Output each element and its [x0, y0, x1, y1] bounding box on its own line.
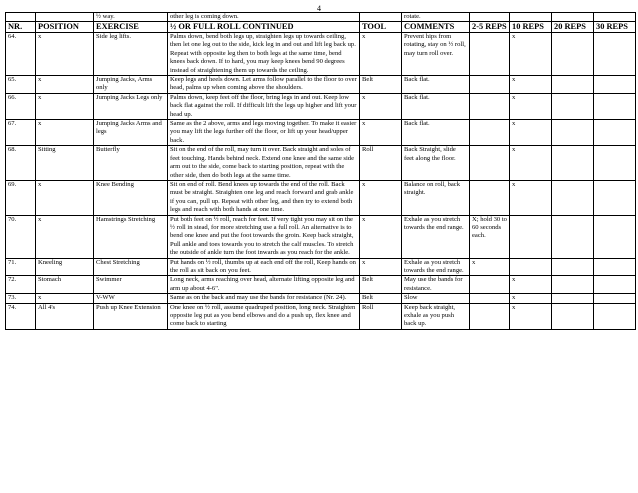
cell-r20 [552, 303, 594, 329]
table-row [6, 146, 636, 181]
header-r25: 2-5 REPS [470, 22, 510, 33]
cell-nr: 74. [6, 303, 36, 329]
header-row [6, 22, 636, 33]
cell-position: x [36, 294, 94, 303]
cell-position: x [36, 180, 94, 215]
cell-exercise: Side leg lifts. [94, 33, 168, 76]
cell-comments: May use the bands for resistance. [402, 276, 470, 294]
cell-tool: Belt [360, 294, 402, 303]
cell-exercise: V-WW [94, 294, 168, 303]
cell-position: x [36, 215, 94, 258]
cell-r30 [594, 146, 636, 181]
cell-exercise: Butterfly [94, 146, 168, 181]
cell-r25 [470, 93, 510, 119]
cell-r25 [470, 294, 510, 303]
cell-r20 [552, 180, 594, 215]
cell-r25 [470, 76, 510, 94]
cell-r10: x [510, 294, 552, 303]
cell-exercise: Jumping Jacks Arms and legs [94, 120, 168, 146]
cell-description: Palms down, bend both legs up, straighten legs up towards ceiling, then let one leg out to the side, kick leg in and out and lift leg back up. Repeat with opposite leg then to both legs at the same time, bend knees back down. If to hard, you may keep knees bend 90 degrees instead of straightening them up towards the ceiling. [168, 33, 360, 76]
cell-r30 [594, 276, 636, 294]
cell-r25: x [470, 258, 510, 276]
cell-nr: 66. [6, 93, 36, 119]
cell-r20 [552, 120, 594, 146]
header-exercise: EXERCISE [94, 22, 168, 33]
cell-r25 [470, 120, 510, 146]
cell-tool [360, 13, 402, 22]
cell-comments: Back Straight, slide feet along the floor. [402, 146, 470, 181]
table-row [6, 294, 636, 303]
cell-r10: x [510, 93, 552, 119]
cell-tool: x [360, 180, 402, 215]
cell-r30 [594, 120, 636, 146]
cell-comments: Back flat. [402, 93, 470, 119]
cell-r30 [594, 33, 636, 76]
cell-position: Stomach [36, 276, 94, 294]
continuation-row [6, 13, 636, 22]
cell-comments: Exhale as you stretch towards the end range. [402, 258, 470, 276]
cell-description: Same as the 2 above, arms and legs moving together. To make it easier you may lift the legs further off the floor, or lift up your head/upper back. [168, 120, 360, 146]
cell-r25 [470, 33, 510, 76]
cell-nr: 64. [6, 33, 36, 76]
cell-r30 [594, 180, 636, 215]
cell-nr: 69. [6, 180, 36, 215]
cell-nr: 67. [6, 120, 36, 146]
table-row [6, 258, 636, 276]
cell-nr: 65. [6, 76, 36, 94]
cell-r20 [552, 215, 594, 258]
cell-tool: x [360, 258, 402, 276]
cell-r30 [594, 93, 636, 119]
cell-description: Sit on end of roll. Bend knees up towards the end of the roll. Back must be straight. Straighten one leg and reach forward and grab ankle if you can, pull up. Repeat with other leg, and then try to extend both legs and reach with both hands at one time. [168, 180, 360, 215]
cell-exercise: Chest Stretching [94, 258, 168, 276]
cell-r10 [510, 258, 552, 276]
cell-r10 [510, 13, 552, 22]
cell-tool: Roll [360, 146, 402, 181]
cell-comments: Keep back straight, exhale as you push back up. [402, 303, 470, 329]
cell-comments: Balance on roll, back straight. [402, 180, 470, 215]
cell-comments: Back flat. [402, 120, 470, 146]
header-nr: NR. [6, 22, 36, 33]
table-row [6, 93, 636, 119]
cell-tool: x [360, 93, 402, 119]
cell-description: Keep legs and heels down. Let arms follow parallel to the floor to over head, palms up when coming above the shoulders. [168, 76, 360, 94]
cell-position [36, 13, 94, 22]
cell-exercise: Jumping Jacks, Arms only [94, 76, 168, 94]
cell-description: Put hands on ½ roll, thumbs up at each end off the roll, Keep hands on the roll as sit back on you feet. [168, 258, 360, 276]
cell-r20 [552, 76, 594, 94]
cell-r25 [470, 303, 510, 329]
cell-r20 [552, 294, 594, 303]
exercise-table [5, 12, 636, 330]
cell-position: Kneeling [36, 258, 94, 276]
header-r20: 20 REPS [552, 22, 594, 33]
table-row [6, 276, 636, 294]
cell-exercise: Swimmer [94, 276, 168, 294]
cell-r10: x [510, 180, 552, 215]
cell-tool: x [360, 33, 402, 76]
header-description: ½ OR FULL ROLL CONTINUED [168, 22, 360, 33]
cell-description: One knee on ½ roll, assume quadruped position, long neck. Straighten opposite leg put as you bend elbows and do a push up, flex knee and come back to starting [168, 303, 360, 329]
cell-r25: X; hold 30 to 60 seconds each. [470, 215, 510, 258]
cell-exercise: Hamstrings Stretching [94, 215, 168, 258]
cell-position: x [36, 120, 94, 146]
cell-r30 [594, 294, 636, 303]
cell-position: All 4's [36, 303, 94, 329]
cell-nr: 71. [6, 258, 36, 276]
cell-nr: 73. [6, 294, 36, 303]
cell-r10: x [510, 146, 552, 181]
cell-position: x [36, 76, 94, 94]
cell-r30 [594, 258, 636, 276]
cell-exercise: Push up Knee Extension [94, 303, 168, 329]
cell-r20 [552, 258, 594, 276]
cell-r20 [552, 276, 594, 294]
cell-comments: Slow [402, 294, 470, 303]
cell-nr [6, 13, 36, 22]
cell-r30 [594, 76, 636, 94]
cell-exercise: ½ way. [94, 13, 168, 22]
cell-tool: x [360, 120, 402, 146]
cell-r25 [470, 13, 510, 22]
cell-r20 [552, 93, 594, 119]
cell-position: x [36, 33, 94, 76]
cell-tool: Belt [360, 276, 402, 294]
table-row [6, 120, 636, 146]
header-tool: TOOL [360, 22, 402, 33]
header-comments: COMMENTS [402, 22, 470, 33]
cell-nr: 70. [6, 215, 36, 258]
cell-r25 [470, 180, 510, 215]
cell-description: Same as on the back and may use the bands for resistance (Nr. 24). [168, 294, 360, 303]
cell-r10: x [510, 276, 552, 294]
cell-description: Put both feet on ½ roll, reach for feet. If very tight you may sit on the ½ roll in stead, for more stretching use a full roll. An alternative is to bend one knee and put the foot towards the groin. Keep back straight, Pull ankle and toes towards you to stretch the calf muscles. To stretch the outside of ankle turn the foot inwards as you reach for the ankle. [168, 215, 360, 258]
cell-r10: x [510, 303, 552, 329]
cell-tool: x [360, 215, 402, 258]
cell-nr: 72. [6, 276, 36, 294]
table-row [6, 76, 636, 94]
cell-r30 [594, 13, 636, 22]
cell-r10 [510, 215, 552, 258]
table-row [6, 215, 636, 258]
header-r10: 10 REPS [510, 22, 552, 33]
cell-r20 [552, 33, 594, 76]
cell-comments: Prevent hips from rotating, stay on ½ roll, may turn roll over. [402, 33, 470, 76]
cell-tool: Belt [360, 76, 402, 94]
cell-description: other leg is coming down. [168, 13, 360, 22]
cell-r25 [470, 276, 510, 294]
table-row [6, 303, 636, 329]
cell-r10: x [510, 76, 552, 94]
cell-position: Sitting [36, 146, 94, 181]
cell-comments: Back flat. [402, 76, 470, 94]
table-row [6, 33, 636, 76]
cell-tool: Roll [360, 303, 402, 329]
cell-r20 [552, 13, 594, 22]
cell-description: Palms down, keep feet off the floor, bring legs in and out. Keep low back flat against the roll. If difficult lift the legs up higher and lift your head up. [168, 93, 360, 119]
cell-r30 [594, 215, 636, 258]
cell-nr: 68. [6, 146, 36, 181]
cell-r30 [594, 303, 636, 329]
cell-r20 [552, 146, 594, 181]
cell-comments: rotate. [402, 13, 470, 22]
cell-description: Long neck, arms reaching over head, alternate lifting opposite leg and arm up about 4-6". [168, 276, 360, 294]
cell-exercise: Jumping Jacks Legs only [94, 93, 168, 119]
page-number: 4 [317, 4, 321, 13]
cell-r10: x [510, 120, 552, 146]
header-position: POSITION [36, 22, 94, 33]
cell-r10: x [510, 33, 552, 76]
cell-position: x [36, 93, 94, 119]
cell-r25 [470, 146, 510, 181]
cell-comments: Exhale as you stretch towards the end range. [402, 215, 470, 258]
cell-description: Sit on the end of the roll, may turn it over. Back straight and soles of feet touching. Hands behind neck. Extend one knee and the same side arm out to the side, come back to starting position, repeat with the other side, then do both legs at the same time. [168, 146, 360, 181]
table-row [6, 180, 636, 215]
header-r30: 30 REPS [594, 22, 636, 33]
cell-exercise: Knee Bending [94, 180, 168, 215]
